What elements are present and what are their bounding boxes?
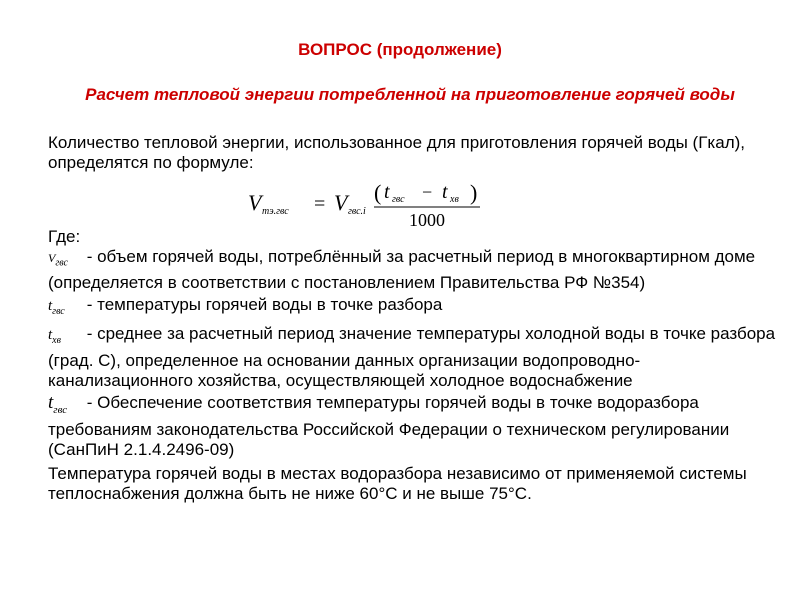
definitions-list [48,247,778,504]
slide-title: ВОПРОС (продолжение) [298,40,502,59]
formula-eq: = [314,193,326,215]
slide-subtitle: Расчет тепловой энергии потребленной на приготовление горячей воды [85,85,735,104]
formula-paren-open: ( [374,180,382,205]
formula-t1-sub: гвс [392,194,405,205]
formula-minus: − [422,182,433,202]
formula-lhs-sub: тэ.гвс [262,206,289,217]
heat-energy-formula [244,176,544,232]
where-label: Где: [48,227,81,246]
definition-text: - температуры горячей воды в точке разбора [82,295,443,315]
formula-paren-close: ) [470,180,478,205]
definition-text: - Обеспечение соответствия температуры горячей воды в точке водоразбора требованиям законодательства Российской Федерации о техническом регулировании (СанПиН 2.1.4.2496-09) [48,393,730,460]
v-gvs-symbol: $V_{гвс}$ [48,251,68,269]
definition-v-gvs [48,247,778,293]
t-gvs-symbol-large: $t_{гвс}$ [48,392,68,417]
definition-text: - среднее за расчетный период значение температуры холодной воды в точке разбора (град. С), определенное на основании данных организации водопроводно-канализационного хозяйства, осуществляющей холодное водоснабжение [48,324,776,391]
formula-lhs: V [248,190,262,215]
t-gvs-symbol: $t_{гвс}$ [48,298,65,318]
definition-t-hv [48,324,778,391]
definition-t-gvs-requirement [48,393,778,460]
intro-paragraph: Количество тепловой энергии, использованное для приготовления горячей воды (Гкал), определятся по формуле: [48,133,745,172]
formula-t1: t [384,181,390,203]
t-hv-symbol: $t_{хв}$ [48,327,61,347]
formula-v: V [334,190,348,215]
formula-t2-sub: хв [450,194,459,205]
definition-text: - объем горячей воды, потреблённый за расчетный период в многоквартирном доме (определяется в соответствии с постановлением Правительства РФ №354) [48,247,756,293]
conclusion-paragraph: Температура горячей воды в местах водоразбора независимо от применяемой системы теплоснабжения должна быть не ниже 60°С и не выше 75°С. [48,464,747,504]
formula-t2: t [442,181,448,203]
formula-v-sub: гвс.i [348,206,366,217]
definition-t-gvs [48,295,778,322]
formula-denominator: 1000 [409,210,445,230]
